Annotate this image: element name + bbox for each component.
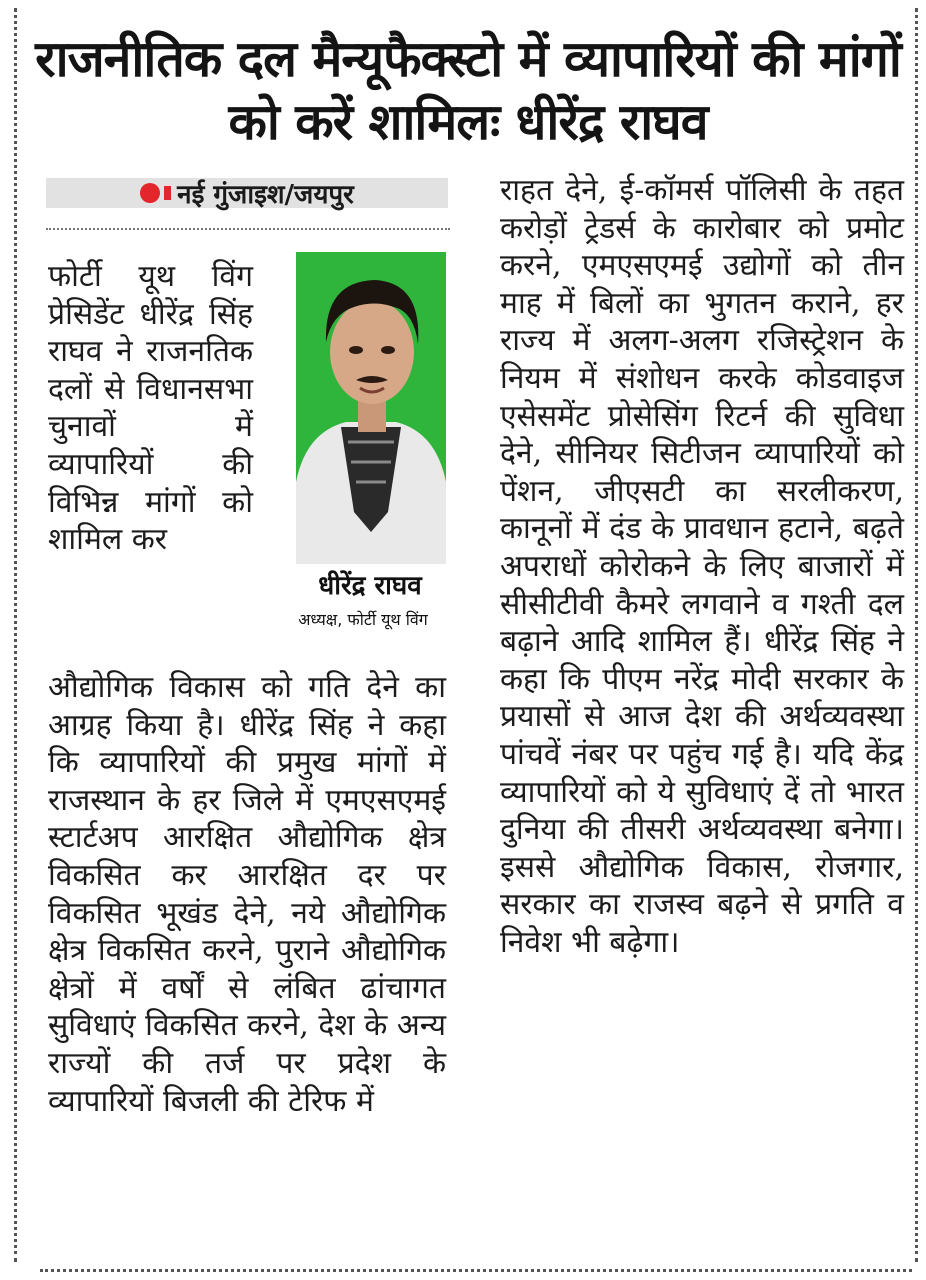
article-headline: राजनीतिक दल मैन्यूफैक्स्टो में व्यापारियों की मांगों को करें शामिलः धीरेंद्र राघव	[35, 30, 901, 151]
body-column-left-bottom	[48, 669, 446, 1120]
red-dot-icon	[140, 183, 160, 203]
body-column-left-top	[48, 258, 253, 559]
dateline-bar	[46, 178, 448, 208]
right-dotted-border	[915, 8, 918, 1262]
bottom-dotted-border	[40, 1269, 912, 1272]
body-paragraph-right: राहत देने, ई-कॉमर्स पॉलिसी के तहत करोड़ों ट्रेडर्स के कारोबार को प्रमोट करने, एमएसएमई उद्योगों को तीन माह में बिलों का भुगतन कराने, हर राज्य में अलग-अलग रजिस्ट्रेशन के नियम में संशोधन करके कोडवाइज एसेसमेंट प्रोसेसिंग रिटर्न की सुविधा देने, सीनियर सिटीजन व्यापारियों को पेंशन, जीएसटी का सरलीकरण, कानूनों में दंड के प्रावधान हटाने, बढ़ते अपराधों कोरोकने के लिए बाजारों में सीसीटीवी कैमरे लगवाने व गश्ती दल बढ़ाने आदि शामिल हैं। धीरेंद्र सिंह ने कहा कि पीएम नरेंद्र मोदी सरकार के प्रयासों से आज देश की अर्थव्यवस्था पांचवें नंबर पर पहुंच गई है। यदि केंद्र व्यापारियों को ये सुविधाएं दें तो भारत दुनिया की तीसरी अर्थव्यवस्था बनेगा। इससे औद्योगिक विकास, रोजगार, सरकार का राजस्व बढ़ने से प्रगति व निवेश भी बढ़ेगा।	[500, 173, 904, 960]
red-marker-icon	[164, 186, 171, 200]
portrait-photo	[296, 252, 446, 564]
portrait-illustration	[296, 252, 446, 564]
body-paragraph-left-bottom: औद्योगिक विकास को गति देने का आग्रह किया है। धीरेंद्र सिंह ने कहा कि व्यापारियों की प्रमुख मांगों में राजस्थान के हर जिले में एमएसएमई स्टार्टअप आरक्षित औद्योगिक क्षेत्र विकसित कर आरक्षित दर पर विकसित भूखंड देने, नये औद्योगिक क्षेत्र विकसित करने, पुराने औद्योगिक क्षेत्रों में वर्षों से लंबित ढांचागत सुविधाएं विकसित करने, देश के अन्य राज्यों की तर्ज पर प्रदेश के व्यापारियों बिजली की टेरिफ में	[48, 670, 446, 1119]
body-paragraph-left-top: फोर्टी यूथ विंग प्रेसिडेंट धीरेंद्र सिंह राघव ने राजनतिक दलों से विधानसभा चुनावों में व्यापारियों की विभिन्न मांगों को शामिल कर	[48, 259, 253, 558]
body-column-right	[500, 172, 904, 961]
photo-caption-name: धीरेंद्र राघव	[318, 571, 422, 601]
photo-caption-role: अध्यक्ष, फोर्टी यूथ विंग	[298, 610, 428, 629]
dateline-text: नई गुंजाइश/जयपुर	[177, 180, 354, 210]
left-dotted-border	[14, 8, 17, 1262]
dateline-divider	[46, 228, 450, 230]
